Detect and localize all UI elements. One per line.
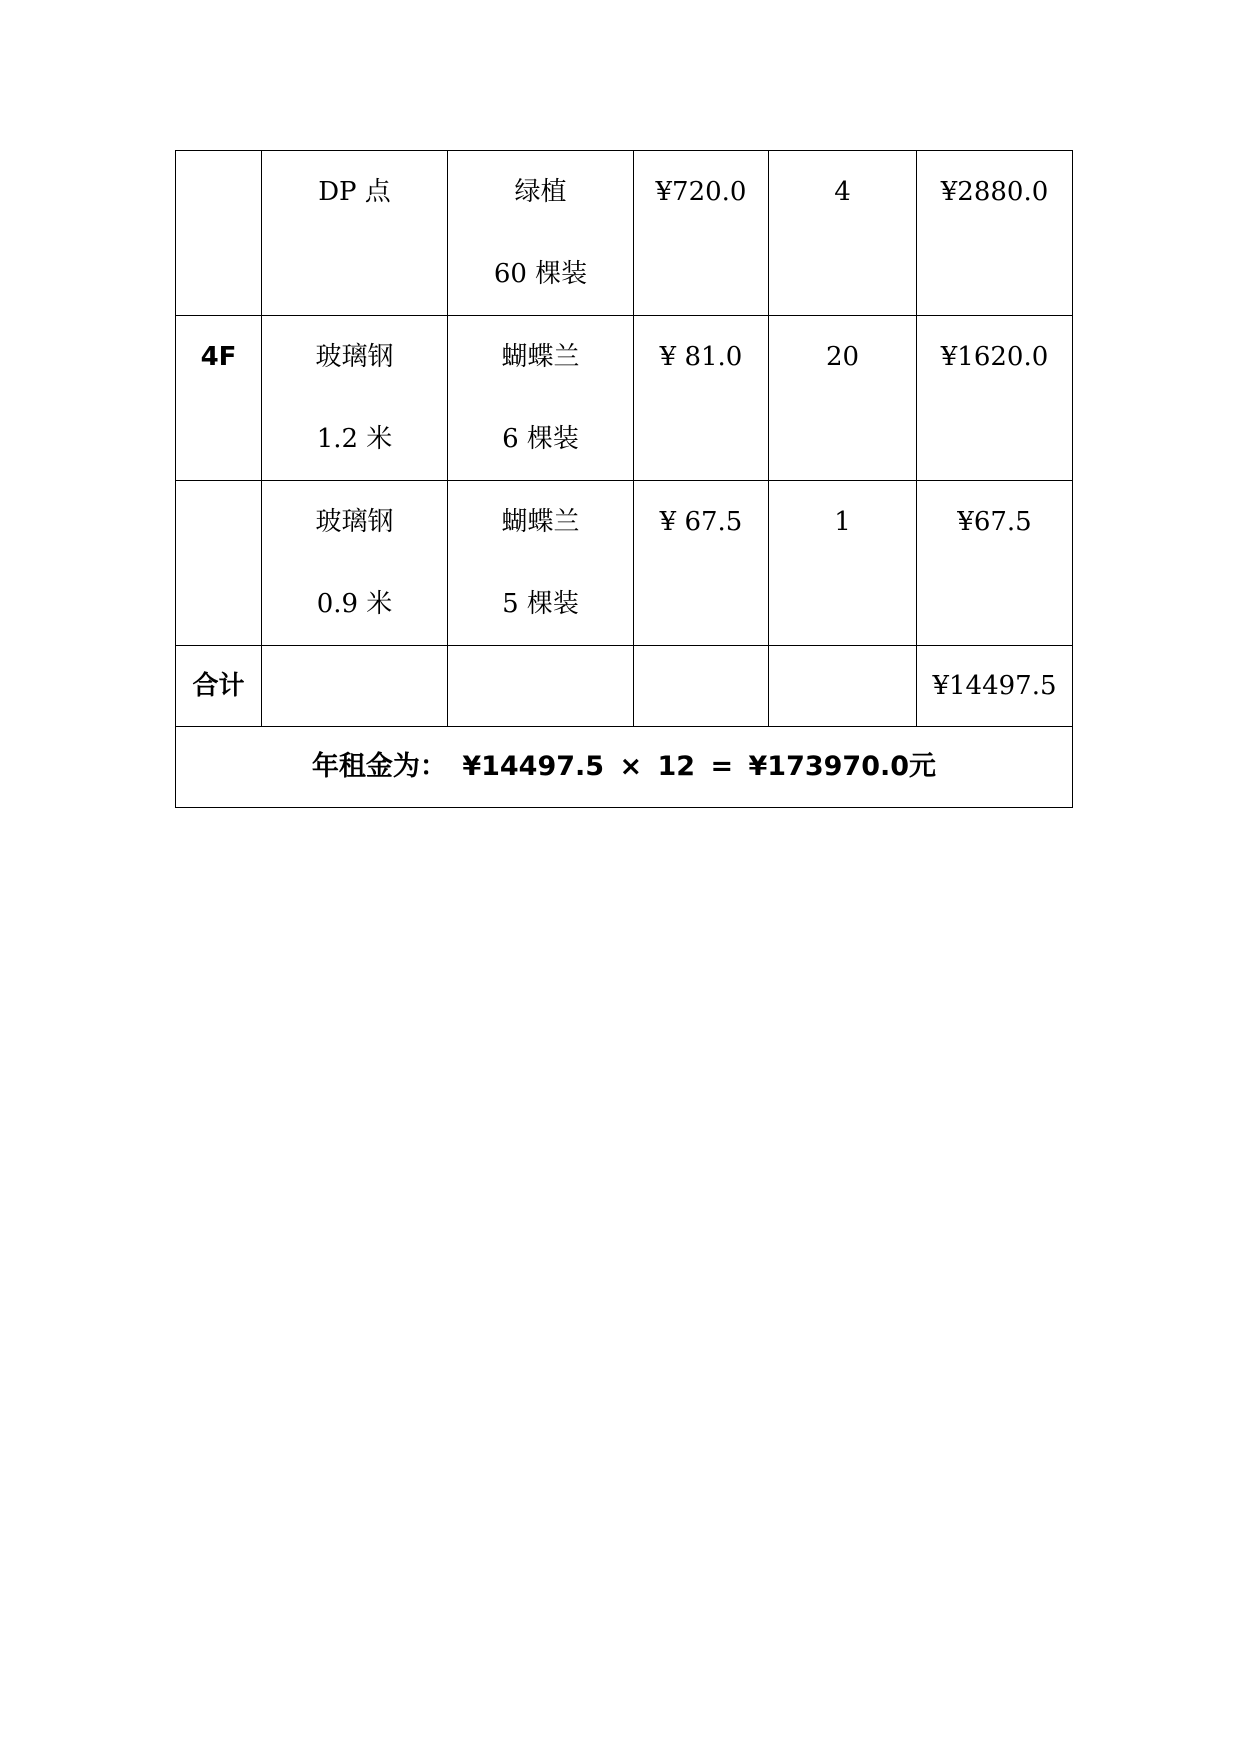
plant-cell <box>448 316 634 481</box>
subtotal-cell: ¥2880.0 <box>917 151 1073 316</box>
empty-cell <box>448 646 634 727</box>
location-line: DP 点 <box>318 177 391 207</box>
plant-line: 蝴蝶兰 <box>501 507 580 537</box>
floor-cell <box>176 481 262 646</box>
quantity-cell: 1 <box>769 481 917 646</box>
table-row <box>176 151 1073 316</box>
total-row <box>176 646 1073 727</box>
plant-cell <box>448 151 634 316</box>
plant-line: 5 棵装 <box>502 589 579 619</box>
unit-price-cell: ¥ 81.0 <box>634 316 769 481</box>
empty-cell <box>769 646 917 727</box>
total-label: 合计 <box>176 646 262 727</box>
plant-line: 6 棵装 <box>502 424 579 454</box>
summary-cell <box>176 727 1073 808</box>
location-line: 玻璃钢 <box>315 507 394 537</box>
location-line: 0.9 米 <box>316 589 393 619</box>
location-cell <box>262 481 448 646</box>
location-line: 玻璃钢 <box>315 342 394 372</box>
plant-line: 绿植 <box>514 177 567 207</box>
rent-table <box>175 150 1073 808</box>
total-subtotal: ¥14497.5 <box>917 646 1073 727</box>
plant-cell <box>448 481 634 646</box>
empty-cell <box>262 646 448 727</box>
unit-price-cell: ¥720.0 <box>634 151 769 316</box>
plant-line: 60 棵装 <box>493 259 588 289</box>
empty-cell <box>634 646 769 727</box>
table-row <box>176 316 1073 481</box>
floor-cell <box>176 151 262 316</box>
location-line: 1.2 米 <box>316 424 393 454</box>
plant-line: 蝴蝶兰 <box>501 342 580 372</box>
annual-rent-summary: 年租金为： ¥14497.5 × 12 = ¥173970.0元 <box>311 751 937 782</box>
subtotal-cell: ¥1620.0 <box>917 316 1073 481</box>
unit-price-cell: ¥ 67.5 <box>634 481 769 646</box>
location-cell <box>262 316 448 481</box>
floor-cell: 4F <box>176 316 262 481</box>
subtotal-cell: ¥67.5 <box>917 481 1073 646</box>
table-row <box>176 481 1073 646</box>
location-cell <box>262 151 448 316</box>
quantity-cell: 20 <box>769 316 917 481</box>
summary-row <box>176 727 1073 808</box>
quantity-cell: 4 <box>769 151 917 316</box>
